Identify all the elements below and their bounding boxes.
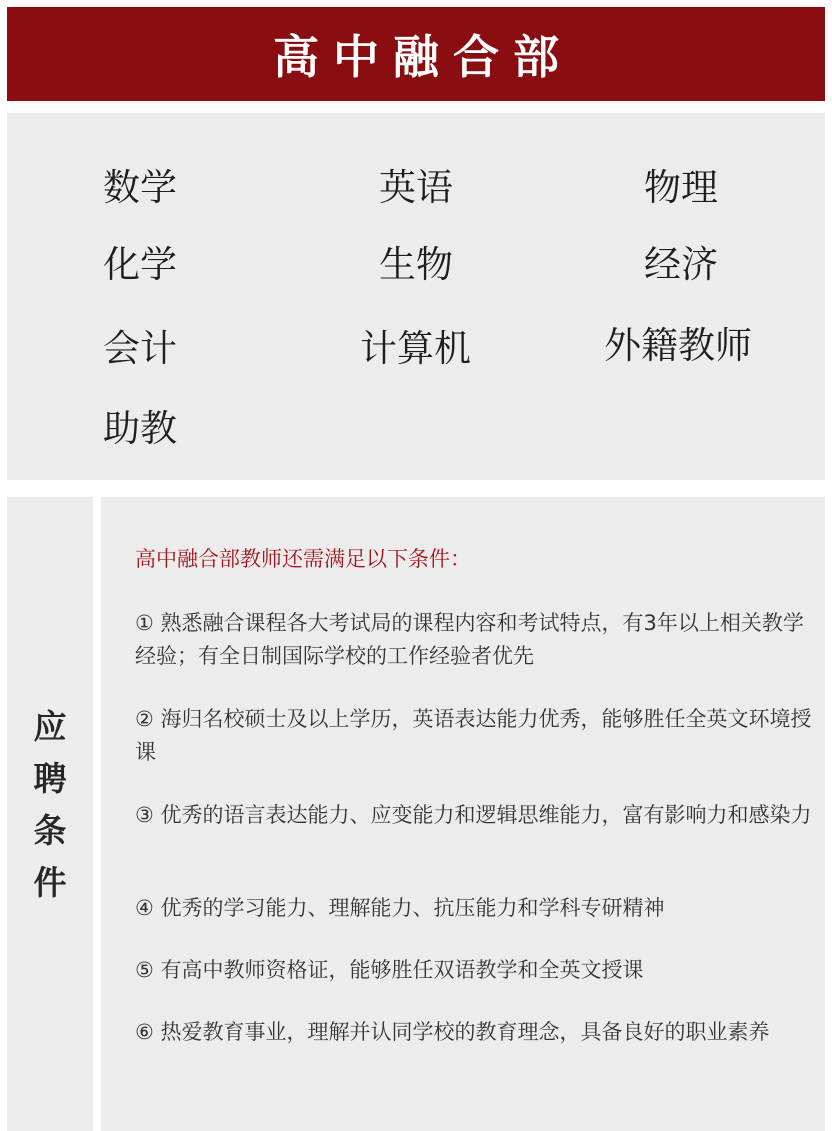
conditions-label-char: 件 bbox=[33, 863, 67, 902]
conditions-heading: 高中融合部教师还需满足以下条件： bbox=[135, 547, 471, 571]
subject-item: 物理 bbox=[644, 166, 718, 209]
subject-item: 英语 bbox=[379, 166, 453, 209]
subject-item: 数学 bbox=[103, 166, 177, 209]
subjects-panel bbox=[7, 113, 825, 480]
condition-item: ① 熟悉融合课程各大考试局的课程内容和考试特点，有3年以上相关教学经验；有全日制国际学校的工作经验者优先 bbox=[135, 611, 804, 668]
condition-item: ② 海归名校硕士及以上学历，英语表达能力优秀，能够胜任全英文环境授课 bbox=[135, 707, 812, 764]
condition-item: ④ 优秀的学习能力、理解能力、抗压能力和学科专研精神 bbox=[135, 896, 665, 920]
conditions-label-char: 应 bbox=[33, 707, 67, 746]
condition-item: ⑥ 热爱教育事业，理解并认同学校的教育理念，具备良好的职业素养 bbox=[135, 1020, 770, 1044]
subject-item: 助教 bbox=[103, 407, 177, 450]
conditions-label-char: 条 bbox=[33, 811, 67, 850]
subject-item: 生物 bbox=[379, 243, 453, 286]
conditions-label-char: 聘 bbox=[33, 759, 67, 798]
conditions-label-box bbox=[7, 497, 93, 1131]
subject-item: 计算机 bbox=[360, 327, 471, 370]
conditions-label bbox=[7, 701, 93, 909]
subject-item: 会计 bbox=[103, 327, 177, 370]
condition-item: ⑤ 有高中教师资格证，能够胜任双语教学和全英文授课 bbox=[135, 958, 644, 982]
subject-item: 外籍教师 bbox=[604, 324, 752, 367]
condition-item: ③ 优秀的语言表达能力、应变能力和逻辑思维能力，富有影响力和感染力 bbox=[135, 803, 812, 827]
conditions-panel bbox=[101, 497, 825, 1131]
subject-item: 经济 bbox=[644, 243, 718, 286]
subject-item: 化学 bbox=[103, 243, 177, 286]
title-banner bbox=[7, 7, 825, 101]
page-title: 高中融合部 bbox=[273, 30, 573, 84]
